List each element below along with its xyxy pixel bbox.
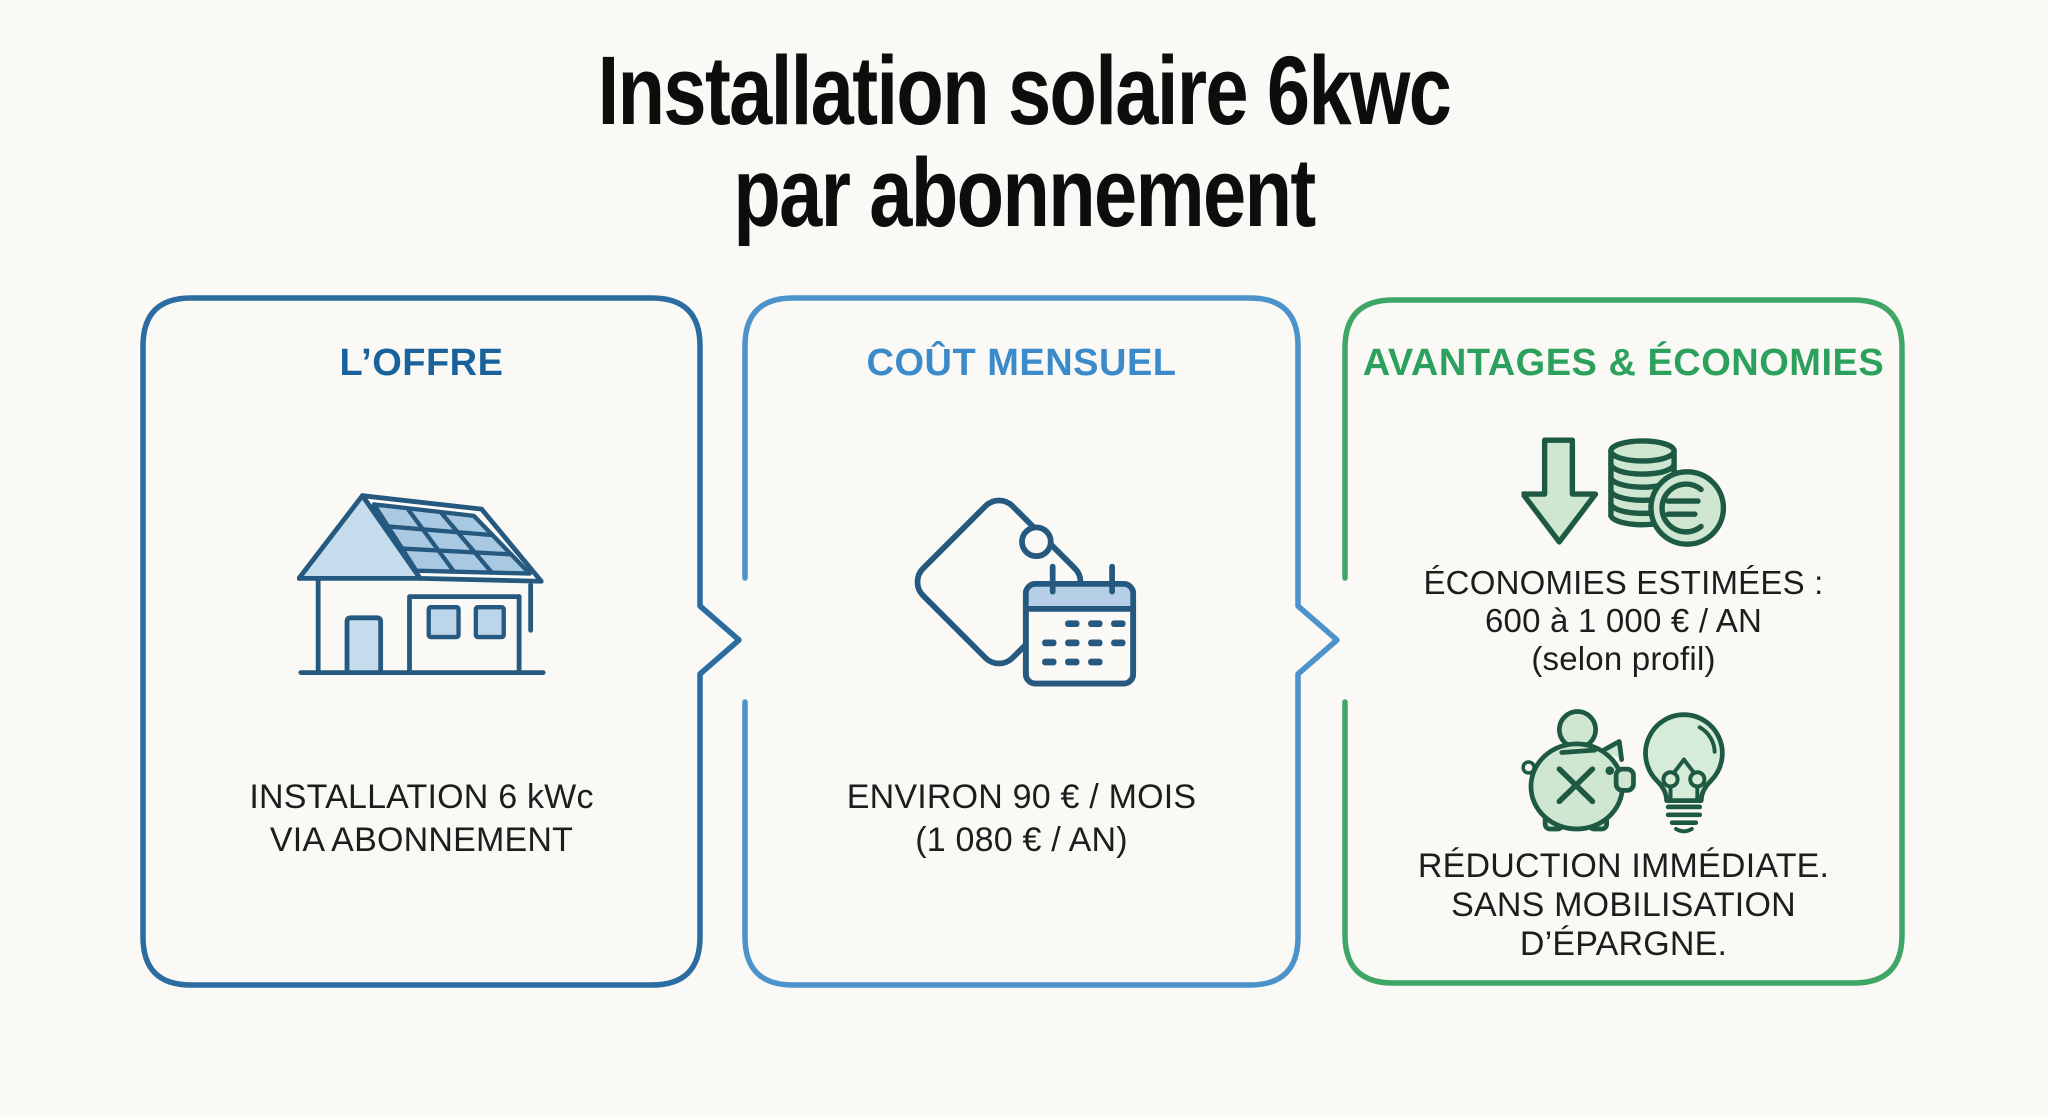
offer-card [143,298,700,985]
savings-text-line: ÉCONOMIES ESTIMÉES : [1423,564,1824,601]
cost-text-line: ENVIRON 90 € / MOIS [846,778,1197,816]
piggy-bank-lightbulb-icon [1521,706,1726,843]
down-arrow-euro-coins-icon [1521,434,1726,547]
offer-card-text [143,776,700,862]
benefit-text-line: RÉDUCTION IMMÉDIATE. [1417,847,1830,885]
savings-text-line: 600 à 1 000 € / AN [1485,602,1762,639]
offer-text-line: VIA ABONNEMENT [269,821,574,859]
benefits-reduction-text [1345,847,1902,964]
title-line-1: Installation solaire 6kwc [597,36,1451,145]
benefits-card [1345,298,1902,985]
cost-card [745,298,1298,985]
page-title [0,36,2048,247]
price-tag-calendar-icon [907,490,1137,691]
house-solar-panels-icon [297,488,547,680]
offer-card-header: L’OFFRE [339,342,504,384]
title-line-2: par abonnement [733,138,1315,247]
benefits-savings-text [1345,564,1902,678]
benefit-text-line: SANS MOBILISATION D’ÉPARGNE. [1451,886,1796,963]
savings-text-line: (selon profil) [1531,640,1716,677]
offer-text-line: INSTALLATION 6 kWc [249,778,594,816]
benefits-card-header: AVANTAGES & ÉCONOMIES [1362,342,1885,384]
cost-card-header: COÛT MENSUEL [866,342,1177,384]
cost-card-text [745,776,1298,862]
cost-text-line: (1 080 € / AN) [915,821,1128,859]
